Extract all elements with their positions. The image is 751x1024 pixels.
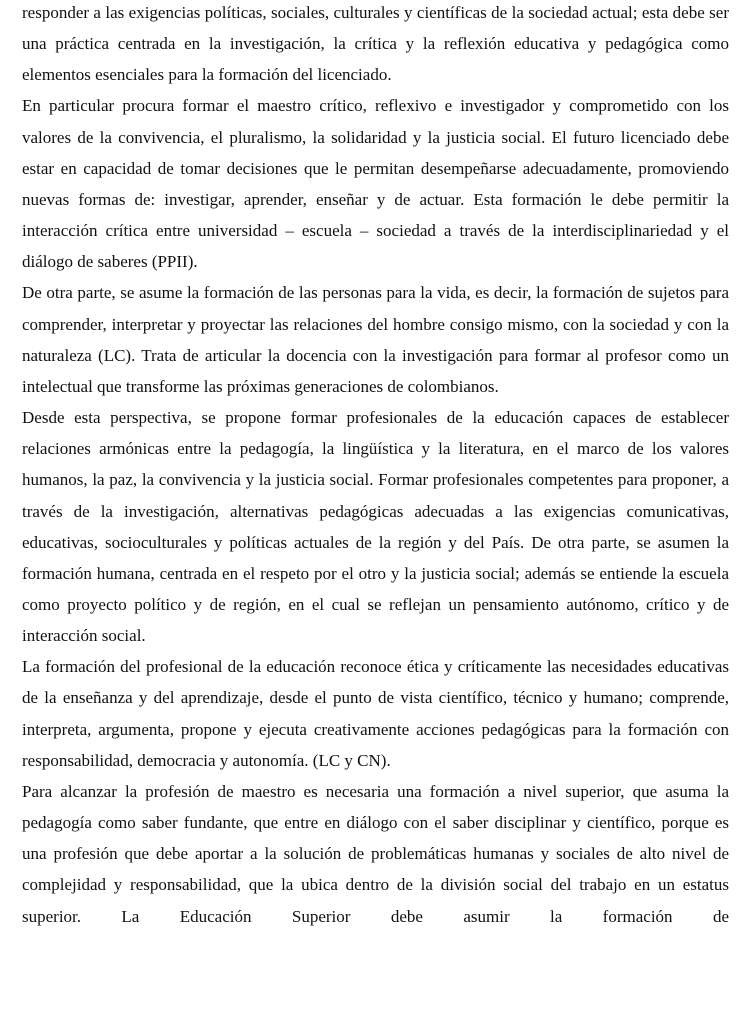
paragraph-4: Desde esta perspectiva, se propone formar profesionales de la educación capaces de establecer relaciones armónicas entre la pedagogía, la lingüística y la literatura, en el marco de los valores humanos, la paz, la convivencia y la justicia social. Formar profesionales competentes para proponer, a través de la investigación, alternativas pedagógicas adecuadas a las exigencias comunicativas, educativas, socioculturales y políticas actuales de la región y del País. De otra parte, se asumen la formación humana, centrada en el respeto por el otro y la justicia social; además se entiende la escuela como proyecto político y de región, en el cual se reflejan un pensamiento autónomo, crítico y de interacción social. <box>22 408 729 646</box>
paragraph-6: Para alcanzar la profesión de maestro es necesaria una formación a nivel superior, que asuma la pedagogía como saber fundante, que entre en diálogo con el saber disciplinar y científico, porque es una profesión que debe aportar a la solución de problemáticas humanas y sociales de alto nivel de complejidad y responsabilidad, que la ubica dentro de la división social del trabajo en un estatus superior. La Educación Superior debe asumir la formación de <box>22 781 729 926</box>
paragraph-2: En particular procura formar el maestro crítico, reflexivo e investigador y comprometido con los valores de la convivencia, el pluralismo, la solidaridad y la justicia social. El futuro licenciado debe estar en capacidad de tomar decisiones que le permitan desempeñarse adecuadamente, promoviendo nuevas formas de: investigar, aprender, enseñar y de actuar. Esta formación le debe permitir la interacción crítica entre universidad – escuela – sociedad a través de la interdisciplinariedad y el diálogo de saberes (PPII). <box>22 96 729 272</box>
document-page <box>22 0 729 932</box>
paragraph-5: La formación del profesional de la educación reconoce ética y críticamente las necesidades educativas de la enseñanza y del aprendizaje, desde el punto de vista científico, técnico y humano; comprende, interpreta, argumenta, propone y ejecuta creativamente acciones pedagógicas para la formación con responsabilidad, democracia y autonomía. (LC y CN). <box>22 657 729 770</box>
paragraph-3: De otra parte, se asume la formación de las personas para la vida, es decir, la formación de sujetos para comprender, interpretar y proyectar las relaciones del hombre consigo mismo, con la sociedad y con la naturaleza (LC). Trata de articular la docencia con la investigación para formar al profesor como un intelectual que transforme las próximas generaciones de colombianos. <box>22 283 729 396</box>
paragraph-1: responder a las exigencias políticas, sociales, culturales y científicas de la sociedad actual; esta debe ser una práctica centrada en la investigación, la crítica y la reflexión educativa y pedagógica como elementos esenciales para la formación del licenciado. <box>22 3 729 85</box>
